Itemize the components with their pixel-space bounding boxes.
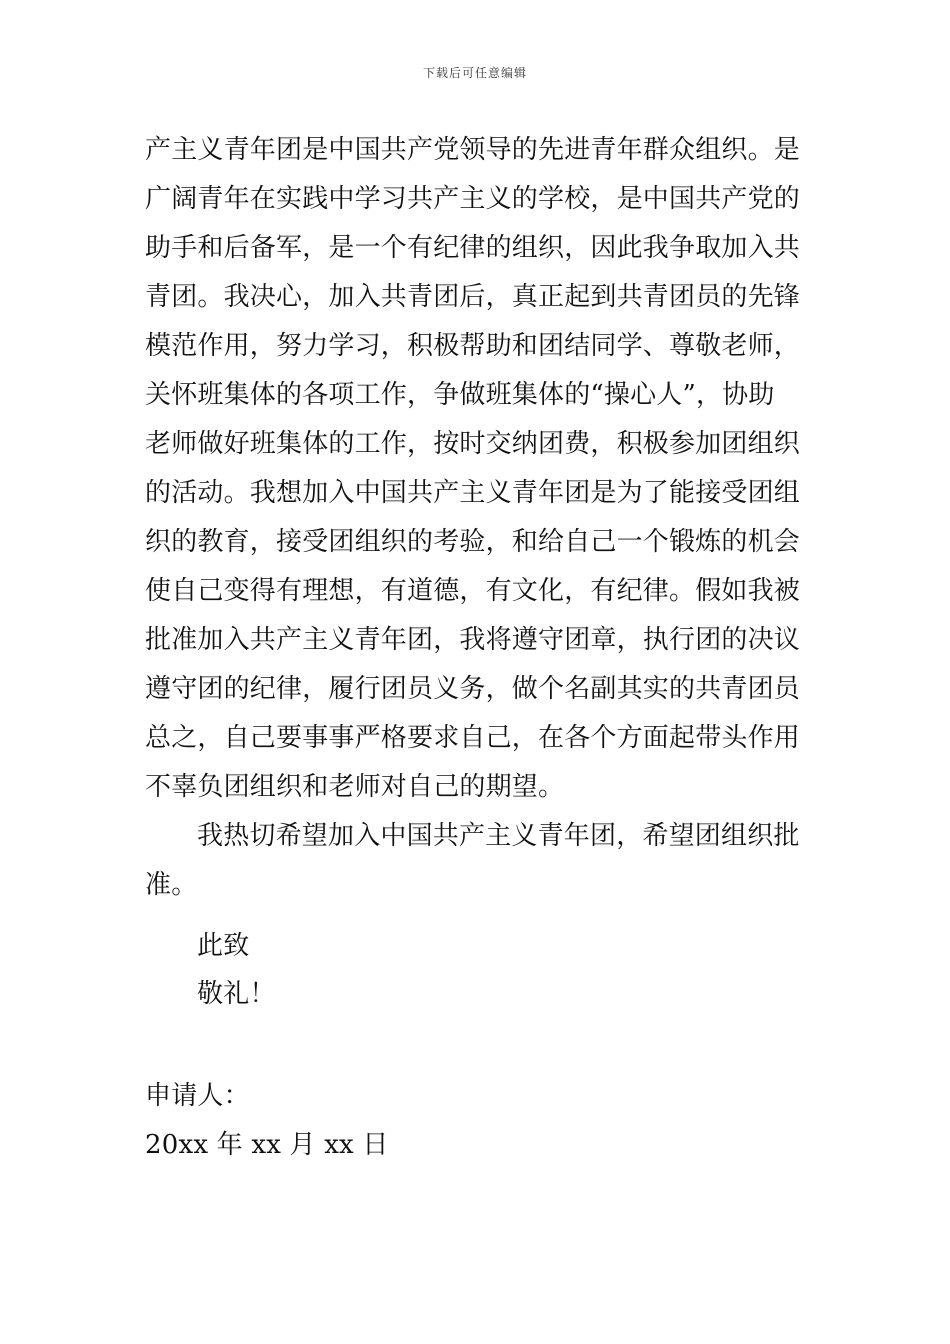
closing-salutation: 此致 [197, 931, 250, 961]
body-line-5: 模范作用，努力学习，积极帮助和团结同学、尊敬老师， [145, 331, 801, 361]
body-line-14: 不辜负团组织和老师对自己的期望。 [145, 772, 565, 802]
applicant-label: 申请人： [145, 1081, 250, 1111]
page-header: 下载后可任意编辑 [422, 66, 527, 80]
body-line-9: 织的教育，接受团组织的考验，和给自己一个锻炼的机会 [145, 527, 801, 557]
hope-line-1: 我热切希望加入中国共产主义青年团，希望团组织批 [197, 821, 800, 851]
closing-regards: 敬礼！ [197, 979, 276, 1009]
body-line-10: 使自己变得有理想，有道德，有文化，有纪律。假如我被 [145, 576, 801, 606]
letter-body [145, 126, 815, 910]
body-line-12: 遵守团的纪律，履行团员义务，做个名副其实的共青团员 [145, 674, 801, 704]
date-line: 20xx 年 xx 月 xx 日 [145, 1130, 389, 1160]
body-line-7: 老师做好班集体的工作，按时交纳团费，积极参加团组织 [145, 429, 801, 459]
body-line-3: 助手和后备军，是一个有纪律的组织，因此我争取加入共 [145, 233, 801, 263]
body-line-11: 批准加入共产主义青年团，我将遵守团章，执行团的决议 [145, 625, 801, 655]
body-line-4: 青团。我决心，加入共青团后，真正起到共青团员的先锋 [145, 282, 801, 312]
hope-line-2: 准。 [145, 870, 198, 900]
body-line-6: 关怀班集体的各项工作，争做班集体的“操心人”，协助 [145, 380, 775, 410]
body-line-13: 总之，自己要事事严格要求自己，在各个方面起带头作用 [145, 723, 801, 753]
body-line-8: 的活动。我想加入中国共产主义青年团是为了能接受团组 [145, 478, 801, 508]
body-line-2: 广阔青年在实践中学习共产主义的学校，是中国共产党的 [145, 184, 801, 214]
body-line-1: 产主义青年团是中国共产党领导的先进青年群众组织。是 [145, 135, 801, 165]
